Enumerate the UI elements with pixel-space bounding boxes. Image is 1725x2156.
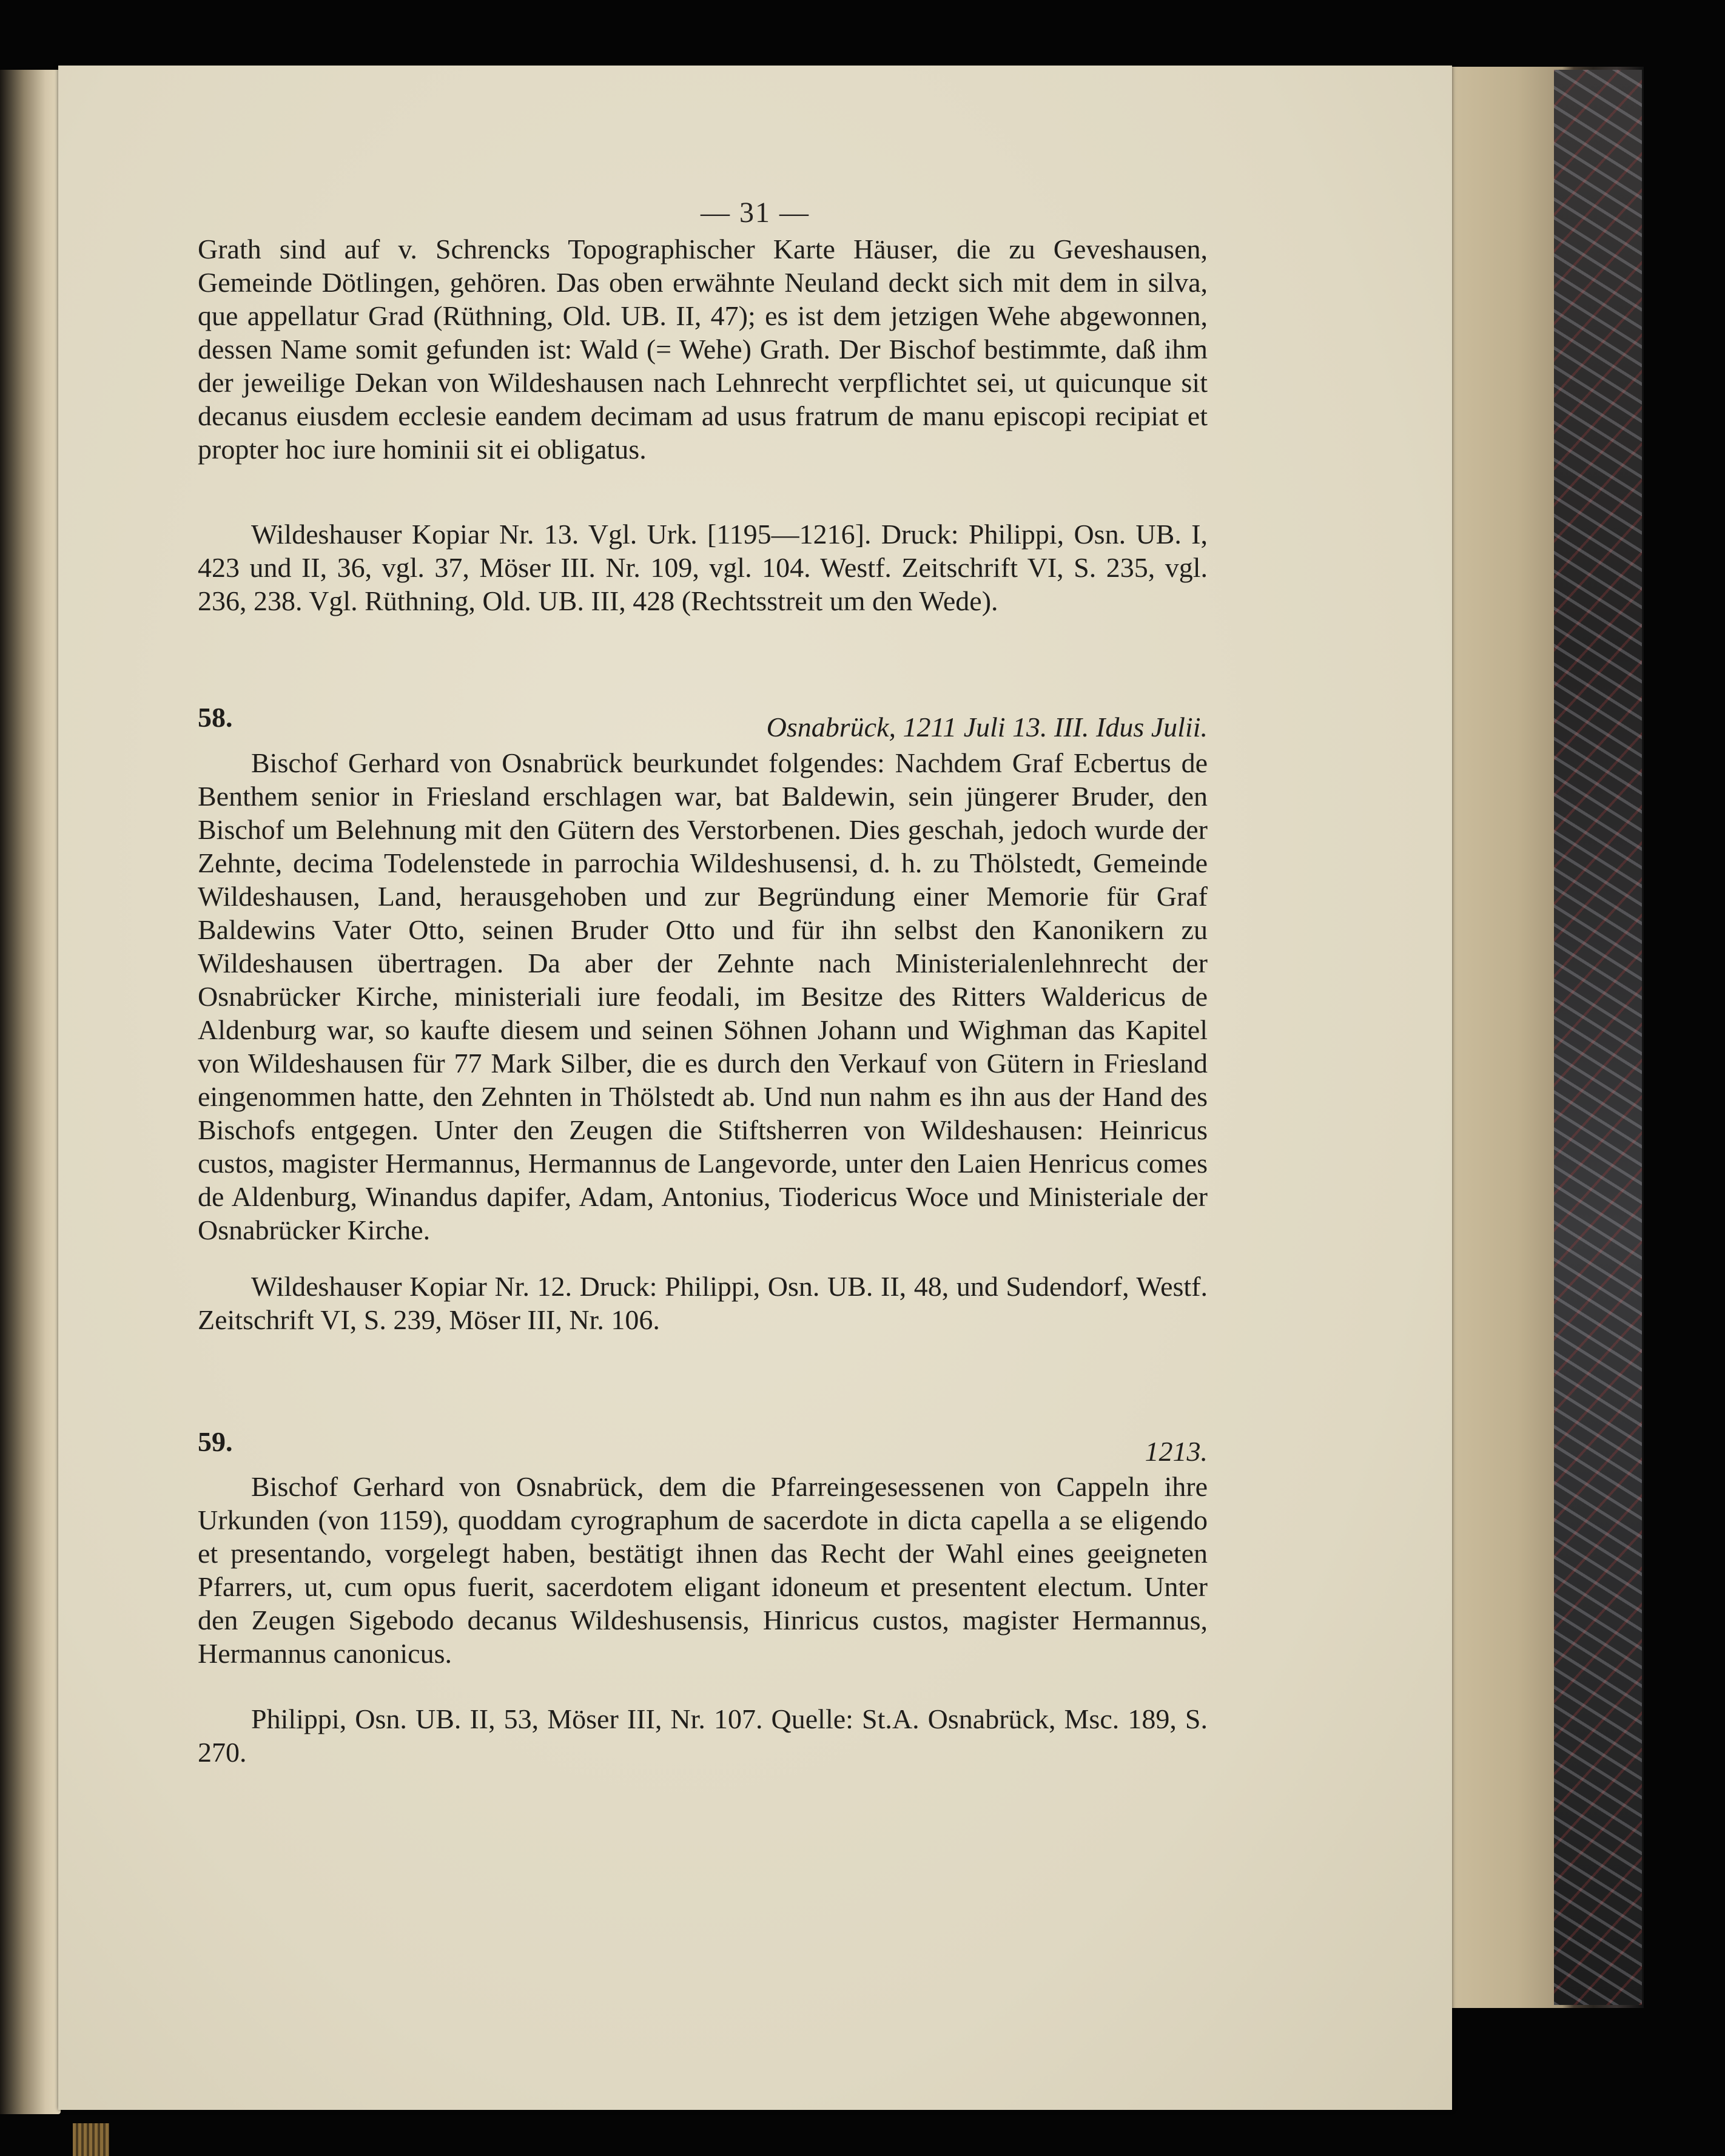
entry-59-number: 59. [198,1426,233,1457]
intro-source-text: Wildeshauser Kopiar Nr. 13. Vgl. Urk. [1195—1216]. Druck: Philippi, Osn. UB. I, 423 und II, 36, vgl. 37, Möser III. Nr. 109, vgl. 104. Westf. Zeitschrift VI, S. 235, vgl. 236, 238. Vgl. Rüthning, Old. UB. III, 428 (Rechtsstreit um den Wede). [198,519,1208,616]
entry-59-text: Bischof Gerhard von Osnabrück, dem die Pfarreingesessenen von Cappeln ihre Urkunden (von 1159), quoddam cyrographum de sacerdote in dicta capella a se eligendo et presentando, vorgelegt haben, bestätigt ihnen das Recht der Wahl eines geeigneten Pfarrers, ut, cum opus fuerit, sacerdotem eligant idoneum et presentent electum. Unter den Zeugen Sigebodo decanus Wildeshusensis, Hinricus custos, magister Hermannus, Hermannus canonicus. [198,1471,1208,1669]
entry-59-source [198,1702,1208,1769]
left-page-edge [0,70,61,2114]
bookmark-tassel [73,2123,109,2156]
intro-source [198,517,1208,618]
intro-text: Grath sind auf v. Schrencks Topographischer Karte Häuser, die zu Geveshausen, Gemeinde Dötlingen, gehören. Das oben erwähnte Neuland deckt sich mit dem in silva, que appellatur Grad (Rüthning, Old. UB. II, 47); es ist dem jetzigen Wehe abgewonnen, dessen Name somit gefunden ist: Wald (= Wehe) Grath. Der Bischof bestimmte, daß ihm der jeweilige Dekan von Wildeshausen nach Lehnrecht verpflichtet sei, ut quicunque sit decanus eiusdem ecclesie eandem decimam ad usus fratrum de manu episcopi recipiat et propter hoc iure hominii sit ei obligatus. [198,234,1208,465]
marbled-cover [1554,70,1642,2005]
intro-paragraph [198,232,1208,466]
entry-58-text: Bischof Gerhard von Osnabrück beurkundet folgendes: Nachdem Graf Ecbertus de Benthem senior in Friesland erschlagen war, bat Baldewin, sein jüngerer Bruder, den Bischof um Belehnung mit den Gütern des Verstorbenen. Dies geschah, jedoch wurde der Zehnte, decima Todelenstede in parrochia Wildeshusensi, d. h. zu Thölstedt, Gemeinde Wildeshausen, Land, herausgehoben und zur Begründung einer Memorie für Graf Baldewins Vater Otto, seinen Bruder Otto und für ihn selbst den Kanonikern zu Wildeshausen übertragen. Da aber der Zehnte nach Ministerialenlehnrecht der Osnabrücker Kirche, ministeriali iure feodali, im Besitze des Ritters Waldericus de Aldenburg war, so kaufte diesem und seinen Söhnen Johann und Wighman das Kapitel von Wildeshausen für 77 Mark Silber, die es durch den Verkauf von Gütern in Friesland eingenommen hatte, den Zehnten in Thölstedt ab. Und nun nahm es ihn aus der Hand des Bischofs entgegen. Unter den Zeugen die Stiftsherren von Wildeshausen: Heinricus custos, magister Hermannus, Hermannus de Langevorde, unter den Laien Henricus comes de Aldenburg, Winandus dapifer, Adam, Antonius, Tiodericus Woce und Ministeriale der Osnabrücker Kirche. [198,747,1208,1245]
page-number: — 31 — [701,197,810,229]
entry-58-number: 58. [198,702,233,733]
book-page [58,66,1452,2110]
entry-58-date: Osnabrück, 1211 Juli 13. III. Idus Julii. [766,712,1208,743]
entry-59-body [198,1470,1208,1670]
entry-58-body [198,746,1208,1247]
entry-59-source-text: Philippi, Osn. UB. II, 53, Möser III, Nr. 107. Quelle: St.A. Osnabrück, Msc. 189, S. 270. [198,1703,1208,1768]
entry-58-source [198,1270,1208,1336]
entry-58-source-text: Wildeshauser Kopiar Nr. 12. Druck: Philippi, Osn. UB. II, 48, und Sudendorf, Westf. Zeitschrift VI, S. 239, Möser III, Nr. 106. [198,1271,1208,1335]
entry-59-date: 1213. [1145,1436,1208,1467]
